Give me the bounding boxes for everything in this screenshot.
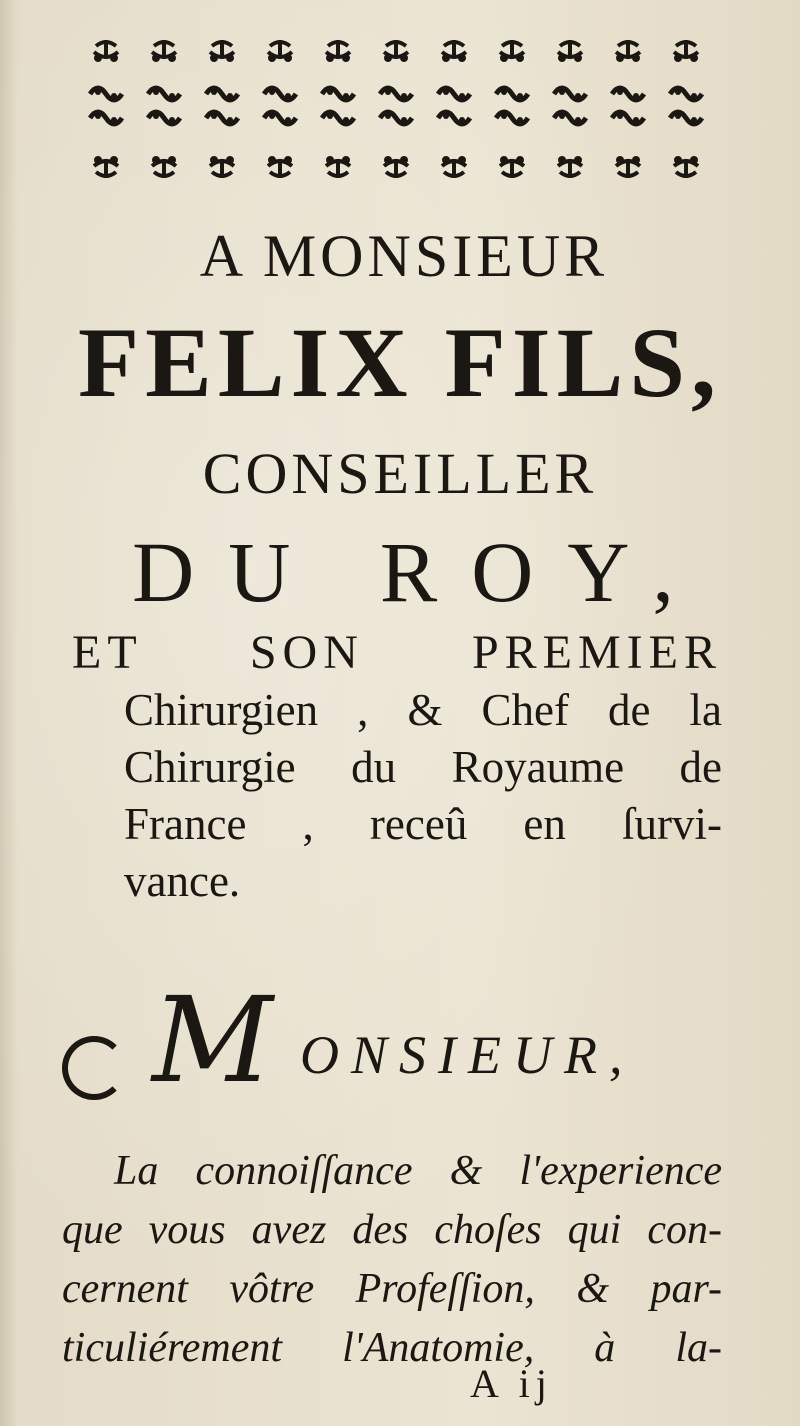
letter-line: cernent vôtre Profeſſion, & par- (62, 1266, 722, 1312)
dedication-text (124, 682, 722, 910)
fleuron-band-icon (80, 34, 725, 184)
letter-line: La connoiſſance & l'experience (114, 1148, 722, 1194)
dedication-line: Chirurgien , & Chef de la (124, 685, 722, 735)
heading-line-1: A MONSIEUR (199, 223, 609, 289)
letter-line: que vous avez des choſes qui con- (62, 1207, 722, 1253)
dedication-line: Chirurgie du Royaume de (124, 742, 722, 792)
heading-title-1: CONSEILLER (202, 441, 598, 506)
heading-title-3: ET SON PREMIER (72, 626, 722, 679)
letter-opening (62, 1142, 722, 1378)
salutation (62, 971, 742, 1109)
dedication-line: France , receû en ſurvi- (124, 799, 722, 849)
dedication-line: vance. (124, 856, 241, 906)
initial-letter: M (152, 971, 273, 1109)
heading-title-2: DU ROY, (132, 524, 708, 620)
initial-swash-icon (62, 1036, 126, 1100)
letter-line: ticuliérement l'Anatomie, à la- (62, 1325, 722, 1371)
heading-name: FELIX FILS, (78, 307, 722, 418)
signature-mark: A ij (470, 1361, 553, 1406)
salutation-text: ONSIEUR, (300, 1025, 635, 1085)
